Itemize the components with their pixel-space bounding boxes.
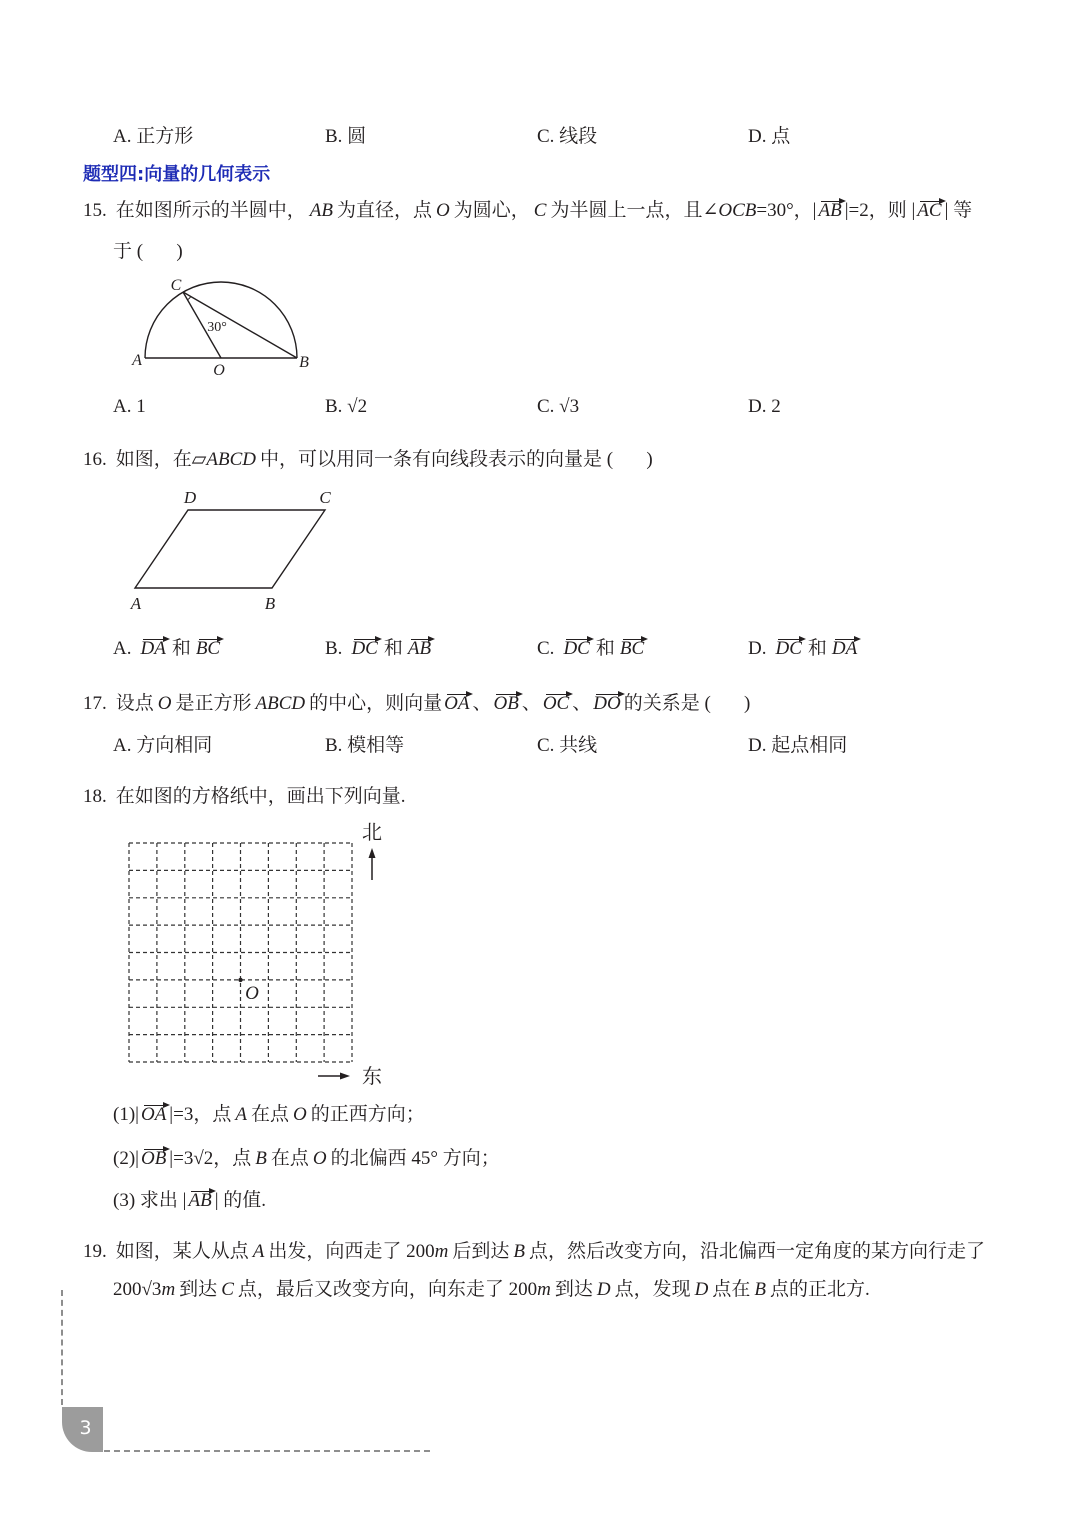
math-variable: O bbox=[157, 693, 172, 714]
part-text: (3) 求出 | bbox=[113, 1190, 187, 1211]
east-label: 东 bbox=[362, 1066, 382, 1088]
stem-text: 为半圆上一点，且∠ bbox=[550, 200, 719, 221]
q17-option-d: D. 起点相同 bbox=[748, 735, 848, 756]
part-text: (2)| bbox=[113, 1148, 139, 1169]
math-variable: B bbox=[754, 1279, 766, 1300]
part-text: 的北偏西 45° 方向； bbox=[330, 1148, 500, 1169]
math-variable: O bbox=[436, 200, 450, 221]
point-label-c: C bbox=[319, 488, 331, 507]
east-arrow-head-icon bbox=[340, 1073, 350, 1080]
math-variable: D bbox=[694, 1279, 709, 1300]
q15-stem-line-1 bbox=[83, 199, 972, 223]
q18-part-1 bbox=[113, 1103, 425, 1127]
q14-option-d: D. 点 bbox=[748, 126, 791, 147]
stem-text: 如图，在▱ bbox=[115, 449, 207, 470]
q15-option-d: D. 2 bbox=[748, 396, 781, 417]
q14-option-a: A. 正方形 bbox=[113, 126, 194, 147]
vector-do: DO bbox=[593, 693, 621, 714]
vector-ac: AC bbox=[917, 200, 942, 221]
option-conjunction: 和 bbox=[807, 638, 827, 659]
q19-stem-line-1 bbox=[83, 1240, 985, 1264]
stem-text: 200√3 bbox=[113, 1279, 162, 1300]
vector: DC bbox=[563, 638, 590, 659]
semicircle-figure bbox=[125, 272, 325, 384]
math-unit: m bbox=[537, 1279, 551, 1300]
angle-label: 30° bbox=[207, 320, 227, 335]
segment-cb bbox=[183, 292, 297, 358]
point-label-d: D bbox=[183, 488, 197, 507]
option-conjunction: 和 bbox=[383, 638, 403, 659]
math-variable: C bbox=[533, 200, 547, 221]
q17-stem bbox=[83, 692, 750, 716]
vector: BC bbox=[195, 638, 221, 659]
option-label: A. bbox=[113, 638, 132, 659]
stem-text: 中，可以用同一条有向线段表示的向量是 ( ) bbox=[259, 449, 653, 470]
vector: BC bbox=[619, 638, 645, 659]
stem-text: 点，发现 bbox=[614, 1279, 691, 1300]
stem-text: 在如图所示的半圆中， bbox=[115, 200, 306, 221]
q15-option-a: A. 1 bbox=[113, 396, 146, 417]
q17-option-a: A. 方向相同 bbox=[113, 735, 213, 756]
part-text: (1)| bbox=[113, 1104, 139, 1125]
grid-figure bbox=[118, 815, 398, 1090]
section-heading: 题型四:向量的几何表示 bbox=[83, 164, 271, 185]
parallelogram-abcd bbox=[135, 510, 325, 588]
grid-lines bbox=[129, 843, 352, 1062]
stem-text: 为圆心， bbox=[453, 200, 530, 221]
margin-dashed-line-horizontal bbox=[104, 1450, 430, 1452]
math-variable: O bbox=[312, 1148, 327, 1169]
vector-ob: OB bbox=[493, 693, 519, 714]
q14-option-b: B. 圆 bbox=[325, 126, 367, 147]
option-label: B. bbox=[325, 638, 343, 659]
part-text: 的正西方向； bbox=[310, 1104, 425, 1125]
part-text: | 的值. bbox=[214, 1190, 266, 1211]
q15-option-b: B. √2 bbox=[325, 396, 368, 417]
north-label: 北 bbox=[362, 822, 382, 844]
q16-option-a bbox=[113, 637, 226, 661]
q17-option-c: C. 共线 bbox=[537, 735, 598, 756]
stem-text: 、 bbox=[572, 693, 592, 714]
stem-text: |=2，则 | bbox=[844, 200, 916, 221]
stem-text: 出发，向西走了 200 bbox=[268, 1241, 435, 1262]
q16-option-d bbox=[748, 637, 863, 661]
math-unit: m bbox=[161, 1279, 176, 1300]
answer-blank: 于 ( ) bbox=[113, 241, 183, 262]
part-text: 在点 bbox=[270, 1148, 309, 1169]
stem-text: 点的正北方. bbox=[770, 1279, 870, 1300]
stem-text: 、 bbox=[521, 693, 541, 714]
stem-text: 、 bbox=[472, 693, 492, 714]
stem-text: 设点 bbox=[115, 693, 154, 714]
vector: AB bbox=[407, 638, 432, 659]
math-variable: ABCD bbox=[206, 449, 256, 470]
vector-oa: OA bbox=[140, 1104, 167, 1125]
parallelogram-figure bbox=[120, 484, 345, 616]
math-variable: ABCD bbox=[255, 693, 306, 714]
angle-mark bbox=[188, 297, 191, 300]
question-number: 17. bbox=[83, 693, 107, 714]
math-variable: C bbox=[221, 1279, 234, 1300]
q15-stem-line-2 bbox=[113, 240, 183, 264]
q15-option-c: C. √3 bbox=[537, 396, 580, 417]
q14-option-c: C. 线段 bbox=[537, 126, 598, 147]
stem-text: 的关系是 ( ) bbox=[623, 693, 751, 714]
math-variable: A bbox=[252, 1241, 265, 1262]
stem-text: =30°，| bbox=[756, 200, 817, 221]
stem-text: 后到达 bbox=[452, 1241, 510, 1262]
point-label-b: B bbox=[299, 354, 309, 371]
math-variable: D bbox=[596, 1279, 611, 1300]
stem-text: | 等 bbox=[944, 200, 973, 221]
stem-text: 为直径，点 bbox=[336, 200, 432, 221]
part-text: |=3√2，点 bbox=[169, 1148, 252, 1169]
stem-text: 在如图的方格纸中，画出下列向量. bbox=[115, 786, 406, 807]
point-label-o: O bbox=[213, 362, 225, 379]
stem-text: 到达 bbox=[554, 1279, 593, 1300]
origin-point bbox=[238, 978, 242, 982]
point-label-c: C bbox=[170, 277, 182, 294]
vector-ob: OB bbox=[140, 1148, 167, 1169]
stem-text: 点，最后又改变方向，向东走了 200 bbox=[237, 1279, 538, 1300]
stem-text: 点在 bbox=[712, 1279, 751, 1300]
stem-text: 到达 bbox=[179, 1279, 218, 1300]
vector-ab: AB bbox=[188, 1190, 212, 1211]
north-arrow-head-icon bbox=[369, 848, 376, 858]
q19-stem-line-2 bbox=[113, 1278, 870, 1302]
option-conjunction: 和 bbox=[595, 638, 615, 659]
page-number: 3 bbox=[62, 1407, 103, 1452]
question-number: 15. bbox=[83, 200, 107, 221]
option-conjunction: 和 bbox=[171, 638, 191, 659]
point-label-a: A bbox=[130, 594, 142, 613]
stem-text: 点，然后改变方向，沿北偏西一定角度的某方向行走了 bbox=[529, 1241, 986, 1262]
math-variable: AB bbox=[309, 200, 333, 221]
stem-text: 的中心，则向量 bbox=[309, 693, 443, 714]
q18-stem bbox=[83, 785, 406, 809]
vector-ab: AB bbox=[818, 200, 842, 221]
vector-oc: OC bbox=[542, 693, 570, 714]
option-label: D. bbox=[748, 638, 767, 659]
vector: DA bbox=[831, 638, 858, 659]
q17-option-b: B. 模相等 bbox=[325, 735, 405, 756]
origin-label: O bbox=[245, 983, 259, 1004]
math-variable: OCB bbox=[718, 200, 757, 221]
q16-stem bbox=[83, 448, 653, 472]
question-number: 16. bbox=[83, 449, 107, 470]
math-variable: B bbox=[513, 1241, 525, 1262]
math-variable: A bbox=[235, 1104, 247, 1125]
vector: DA bbox=[140, 638, 166, 659]
point-label-a: A bbox=[132, 352, 142, 369]
q16-option-b bbox=[325, 637, 437, 661]
part-text: 在点 bbox=[250, 1104, 289, 1125]
stem-text: 是正方形 bbox=[175, 693, 252, 714]
question-number: 19. bbox=[83, 1241, 107, 1262]
stem-text: 如图，某人从点 bbox=[115, 1241, 249, 1262]
margin-dashed-line-vertical bbox=[61, 1290, 63, 1405]
part-text: |=3，点 bbox=[169, 1104, 232, 1125]
math-variable: O bbox=[292, 1104, 307, 1125]
point-label-b: B bbox=[264, 594, 276, 613]
q18-part-2 bbox=[113, 1147, 500, 1171]
q16-option-c bbox=[537, 637, 650, 661]
question-number: 18. bbox=[83, 786, 107, 807]
math-unit: m bbox=[434, 1241, 449, 1262]
option-label: C. bbox=[537, 638, 555, 659]
vector: DC bbox=[351, 638, 378, 659]
math-variable: B bbox=[255, 1148, 267, 1169]
vector-oa: OA bbox=[444, 693, 470, 714]
q18-part-3 bbox=[113, 1189, 266, 1213]
vector: DC bbox=[775, 638, 802, 659]
